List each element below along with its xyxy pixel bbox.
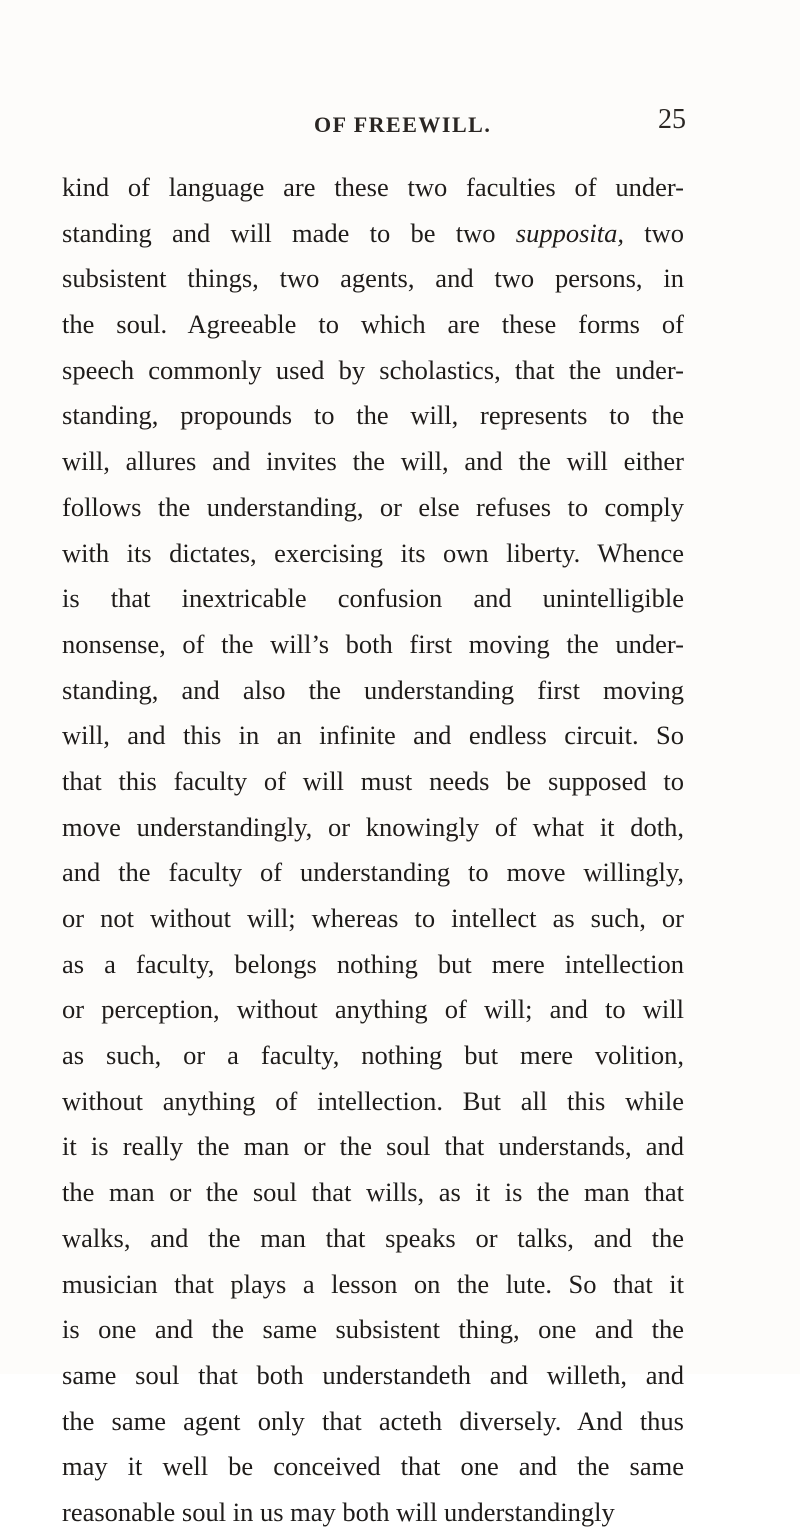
text-line: is one and the same subsistent thing, one and the xyxy=(62,1314,684,1345)
text-line: without anything of intellection. But all this while xyxy=(62,1085,684,1116)
text-line: walks, and the man that speaks or talks, and the xyxy=(62,1222,684,1253)
running-title: OF FREEWILL. xyxy=(314,112,492,137)
page-number: 25 xyxy=(658,104,686,135)
text-line xyxy=(62,211,684,257)
text-line: subsistent things, two agents, and two persons, in xyxy=(62,263,684,294)
body-text xyxy=(62,165,684,1536)
text-line: it is really the man or the soul that understands, and xyxy=(62,1131,684,1162)
text-line: follows the understanding, or else refuses to comply xyxy=(62,491,684,522)
text-line: reasonable soul in us may both will understandingly xyxy=(62,1496,615,1527)
text-span: two xyxy=(624,217,684,248)
text-line: and the faculty of understanding to move willingly, xyxy=(62,857,684,888)
text-line: the soul. Agreeable to which are these forms of xyxy=(62,309,684,340)
text-line: same soul that both understandeth and willeth, and xyxy=(62,1359,684,1390)
text-line: standing, propounds to the will, represents to the xyxy=(62,400,684,431)
text-line: standing, and also the understanding first moving xyxy=(62,674,684,705)
text-line: may it well be conceived that one and the same xyxy=(62,1451,684,1482)
text-line: will, and this in an infinite and endless circuit. So xyxy=(62,720,684,751)
text-line: speech commonly used by scholastics, that the under- xyxy=(62,354,684,385)
text-line: with its dictates, exercising its own liberty. Whence xyxy=(62,537,684,568)
italic-term: supposita, xyxy=(515,217,624,248)
text-line: or not without will; whereas to intellect as such, or xyxy=(62,903,684,933)
text-line: move understandingly, or knowingly of what it doth, xyxy=(62,811,684,842)
running-head xyxy=(62,104,686,142)
text-line: kind of language are these two faculties of under- xyxy=(62,172,684,202)
text-line: that this faculty of will must needs be supposed to xyxy=(62,765,684,796)
text-line: will, allures and invites the will, and the will either xyxy=(62,446,684,477)
text-line: or perception, without anything of will; and to will xyxy=(62,994,684,1025)
text-line: as such, or a faculty, nothing but mere volition, xyxy=(62,1040,684,1071)
text-line: nonsense, of the will’s both first moving the under- xyxy=(62,628,684,659)
text-line: musician that plays a lesson on the lute. So that it xyxy=(62,1268,684,1299)
text-span: standing and will made to be two xyxy=(62,217,516,248)
text-line: is that inextricable confusion and unintelligible xyxy=(62,583,684,614)
text-line: the same agent only that acteth diversely. And thus xyxy=(62,1405,684,1436)
text-line: as a faculty, belongs nothing but mere intellection xyxy=(62,948,684,979)
text-line: the man or the soul that wills, as it is the man that xyxy=(62,1177,684,1208)
